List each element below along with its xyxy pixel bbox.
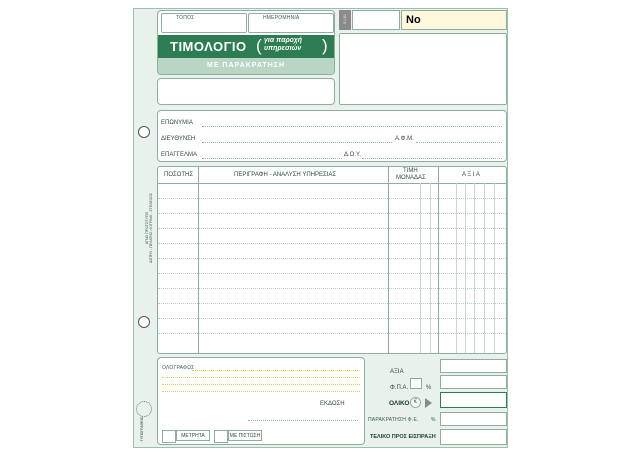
title-paren-open: ( — [256, 36, 262, 55]
me-pistosi-option[interactable] — [228, 430, 262, 441]
code-tag-text: 3.1-51 — [343, 14, 347, 24]
table-row[interactable] — [158, 198, 507, 199]
afm-line[interactable] — [416, 142, 502, 143]
topos-label: ΤΟΠΟΣ — [176, 15, 195, 21]
fpa-value-field[interactable] — [440, 375, 507, 389]
table-row[interactable] — [158, 318, 507, 319]
col-timi-line1: ΤΙΜΗ — [403, 168, 418, 174]
value-subdivider-2 — [465, 183, 466, 354]
side-note-line1: ΑΓΝΟ ΠΡΩΤΟΤΥΠΟ — [145, 211, 149, 245]
publisher-logo — [136, 401, 152, 417]
dieuthynsi-label: ΔΙΕΥΘΥΝΣΗ — [161, 136, 196, 142]
table-row[interactable] — [158, 213, 507, 214]
table-header — [158, 167, 507, 184]
olografos-line-3[interactable] — [162, 384, 360, 385]
publisher-brand: ΤΥΠΟΓΡΑΦΕΙΟ — [140, 416, 144, 442]
table-row[interactable] — [158, 228, 507, 229]
imerominia-label: ΗΜΕΡΟΜΗΝΙΑ — [263, 15, 300, 21]
eponymia-line[interactable] — [202, 126, 502, 127]
fpa-label: Φ.Π.Α. — [390, 385, 409, 391]
notes-box[interactable] — [157, 78, 335, 105]
side-note-line2: ΑΣΠΡΟ - ΠΕΛΑΤΗΣ • ΚΙΤΡΙΝΟ - ΣΤΕΛΕΧΟΣ — [149, 192, 153, 264]
value-subdivider-1 — [456, 183, 457, 354]
me-pistosi-checkbox[interactable] — [214, 430, 228, 443]
dieuthynsi-line[interactable] — [202, 142, 392, 143]
doy-line[interactable] — [362, 158, 502, 159]
number-field[interactable] — [401, 10, 507, 30]
teliko-value-field[interactable] — [440, 429, 507, 445]
teliko-label: ΤΕΛΙΚΟ ΠΡΟΣ ΕΙΣΠΡΑΞΗ — [370, 434, 436, 440]
title-main: ΤΙΜΟΛΟΓΙΟ — [170, 39, 247, 54]
title-banner — [158, 35, 334, 58]
olografos-label: ΟΛΟΓΡΑΦΩΣ — [162, 365, 195, 371]
col-divider-2 — [388, 167, 389, 354]
value-subdivider-5 — [494, 183, 495, 354]
euro-icon: € — [410, 397, 421, 408]
axia-value-field[interactable] — [440, 359, 507, 373]
table-row[interactable] — [158, 243, 507, 244]
oliko-label: ΟΛΙΚΟ — [389, 400, 410, 407]
title-sub-line2: υπηρεσιών — [264, 45, 302, 52]
issuer-box[interactable] — [339, 33, 507, 105]
metrita-option[interactable] — [176, 430, 210, 441]
doy-label: Δ.Ο.Υ. — [344, 152, 361, 158]
value-subdivider-3 — [474, 183, 475, 354]
price-subdivider-1 — [420, 183, 421, 354]
series-field[interactable] — [352, 10, 400, 30]
items-table — [157, 166, 507, 354]
table-row[interactable] — [158, 303, 507, 304]
arrow-right-icon — [425, 398, 432, 408]
col-perigrafi: ΠΕΡΙΓΡΑΦΗ - ΑΝΑΛΥΣΗ ΥΠΗΡΕΣΙΑΣ — [234, 172, 337, 178]
metrita-label: ΜΕΤΡΗΤΑ — [181, 433, 205, 439]
topos-field[interactable] — [161, 13, 247, 33]
title-sub-line1: για παροχή — [264, 37, 303, 44]
afm-label: Α.Φ.Μ. — [395, 136, 414, 142]
table-row[interactable] — [158, 258, 507, 259]
col-divider-3 — [438, 167, 439, 354]
fpa-percent-sign: % — [426, 385, 432, 391]
fpa-percent-field[interactable] — [410, 378, 422, 389]
words-box — [157, 357, 365, 445]
axia-label: ΑΞΙΑ — [390, 369, 404, 375]
imerominia-field[interactable] — [248, 13, 334, 33]
parakratisi-percent-sign: % — [431, 417, 436, 423]
table-row[interactable] — [158, 273, 507, 274]
code-tag — [339, 10, 351, 30]
parakratisi-label: ΠΑΡΑΚΡΑΤΗΣΗ Φ.Ε. — [368, 417, 419, 423]
place-date-box — [157, 10, 335, 75]
parakratisi-value-field[interactable] — [440, 412, 507, 426]
metrita-checkbox[interactable] — [162, 430, 176, 443]
olografos-line-1[interactable] — [192, 370, 360, 371]
col-posotis: ΠΟΣΟΤΗΣ — [164, 172, 194, 178]
col-axia: Α Ξ Ι Α — [462, 172, 480, 178]
table-row[interactable] — [158, 288, 507, 289]
epaggelma-line[interactable] — [202, 158, 342, 159]
signature-line[interactable] — [248, 420, 358, 421]
ekdosi-label: ΕΚΔΟΣΗ — [320, 401, 345, 407]
customer-box — [157, 110, 507, 162]
me-pistosi-label: ΜΕ ΠΙΣΤΩΣΗ — [229, 433, 261, 439]
oliko-value-field[interactable] — [440, 392, 507, 408]
binding-hole-bottom — [138, 316, 150, 328]
eponymia-label: ΕΠΩΝΥΜΙΑ — [161, 120, 193, 126]
invoice-form — [133, 8, 508, 448]
number-label: No — [406, 14, 421, 26]
epaggelma-label: ΕΠΑΓΓΕΛΜΑ — [161, 152, 197, 158]
col-timi-line2: ΜΟΝΑΔΑΣ — [396, 175, 426, 181]
olografos-line-2[interactable] — [162, 377, 360, 378]
side-note — [139, 179, 153, 289]
price-subdivider-2 — [430, 183, 431, 354]
col-divider-1 — [198, 167, 199, 354]
binding-hole-top — [138, 126, 150, 138]
title-paren-close: ) — [322, 36, 328, 55]
table-row[interactable] — [158, 333, 507, 334]
olografos-line-4[interactable] — [162, 391, 360, 392]
subtitle-banner — [158, 58, 334, 74]
subtitle: ΜΕ ΠΑΡΑΚΡΑΤΗΣΗ — [206, 62, 286, 69]
value-subdivider-4 — [484, 183, 485, 354]
